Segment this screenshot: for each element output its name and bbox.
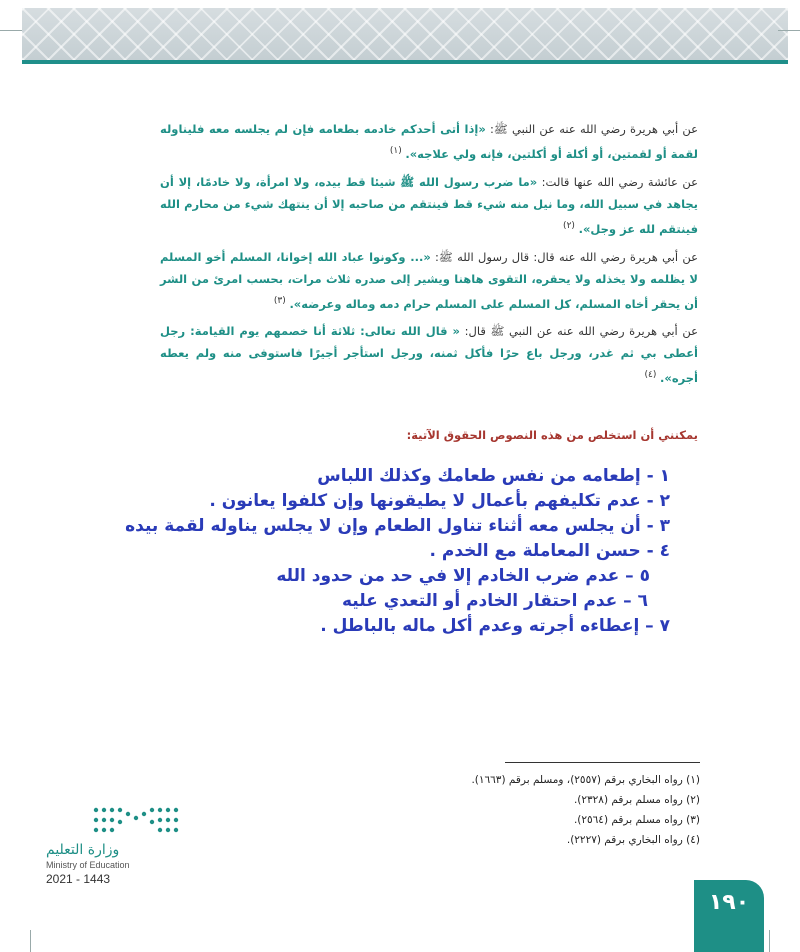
hadith-section [160, 118, 698, 395]
answer-item: ٢ - عدم تكليفهم بأعمال لا يطيقونها وإن كلفوا يعانون . [209, 491, 670, 511]
header-banner [22, 8, 788, 64]
crop-mark [0, 30, 22, 31]
answers-list [125, 464, 670, 639]
footnote-item: (١) رواه البخاري برقم (٢٥٥٧)، ومسلم برقم (١٦٦٣). [471, 774, 700, 786]
footnote-divider [505, 762, 700, 763]
lead-text: يمكنني أن استخلص من هذه النصوص الحقوق الآتية: [406, 428, 698, 442]
footnotes-list [400, 770, 700, 850]
footnote-ref: (٢) [563, 220, 575, 231]
hadith-intro: عن أبي هريرة رضي الله عنه قال: قال رسول الله ﷺ: [435, 249, 698, 264]
hadith-intro: عن أبي هريرة رضي الله عنه عن النبي ﷺ: [490, 122, 699, 136]
logo-english-text: Ministry of Education [46, 860, 130, 870]
hadith-paragraph [160, 320, 698, 389]
answer-item: ١ - إطعامه من نفس طعامك وكذلك اللباس [317, 466, 670, 486]
hadith-paragraph [160, 171, 698, 240]
hadith-quote: « قال الله تعالى: ثلاثة أنا خصمهم يوم القيامة: رجل أعطى بي ثم غدر، ورجل باع حرًا فأكل ثمنه، ورجل استأجر أجيرًا فاستوفى منه ولم يعطه أجره». [160, 324, 698, 386]
hadith-quote: «ما ضرب رسول الله ﷺ شيئا قط بيده، ولا امرأة، ولا خادمًا، إلا أن يجاهد في سبيل الله، وما نيل منه شيء قط فينتقم من صاحبه إلا أن ينتهك شيء من محارم الله فينتقم لله عز وجل». [160, 174, 698, 236]
hadith-paragraph [160, 246, 698, 315]
hadith-intro: عن أبي هريرة رضي الله عنه عن النبي ﷺ قال: [464, 324, 698, 339]
crop-mark [30, 930, 31, 952]
footnote-item: (٢) رواه مسلم برقم (٢٣٢٨). [573, 794, 700, 806]
logo-arabic-text: وزارة التعليم [46, 842, 120, 858]
answer-item: ٥ – عدم ضرب الخادم إلا في حد من حدود الله [276, 566, 650, 586]
hadith-quote: «إذا أتى أحدكم خادمه بطعامه فإن لم يجلسه معه فليناوله لقمة أو لقمتين، أو أكلة أو أكلتين، فإنه ولي علاجه». [160, 122, 698, 161]
crop-mark [769, 930, 770, 952]
hadith-intro: عن عائشة رضي الله عنها قالت: [541, 174, 698, 189]
footnote-ref: (٣) [273, 295, 286, 306]
crop-mark [778, 30, 800, 31]
answer-item: ٤ - حسن المعاملة مع الخدم . [429, 541, 670, 561]
hadith-quote: «... وكونوا عباد الله إخوانا، المسلم أخو المسلم لا يظلمه ولا يخذله ولا يحقره، التقوى هاهنا ويشير إلى صدره ثلاث مرات، بحسب امرئ من الشر أن يحقر أخاه المسلم، كل المسلم على المسلم حرام دمه وماله وعرضه». [160, 249, 698, 311]
answer-item: ٧ – إعطاءه أجرته وعدم أكل ماله بالباطل . [320, 616, 670, 636]
footnote-ref: (٤) [644, 370, 657, 381]
logo-year: 2021 - 1443 [46, 872, 111, 886]
footnote-ref: (١) [389, 146, 402, 156]
page-number: ١٩٠ [708, 890, 750, 915]
footnote-item: (٤) رواه البخاري برقم (٢٢٢٧). [566, 834, 700, 846]
hadith-paragraph [160, 118, 698, 165]
footnote-item: (٣) رواه مسلم برقم (٢٥٦٤). [573, 814, 700, 826]
answer-item: ٣ - أن يجلس معه أثناء تناول الطعام وإن لا يجلس يناوله لقمة بيده [125, 516, 670, 536]
answer-item: ٦ – عدم احتقار الخادم أو التعدي عليه [341, 591, 648, 611]
ministry-logo-icon [86, 800, 186, 840]
